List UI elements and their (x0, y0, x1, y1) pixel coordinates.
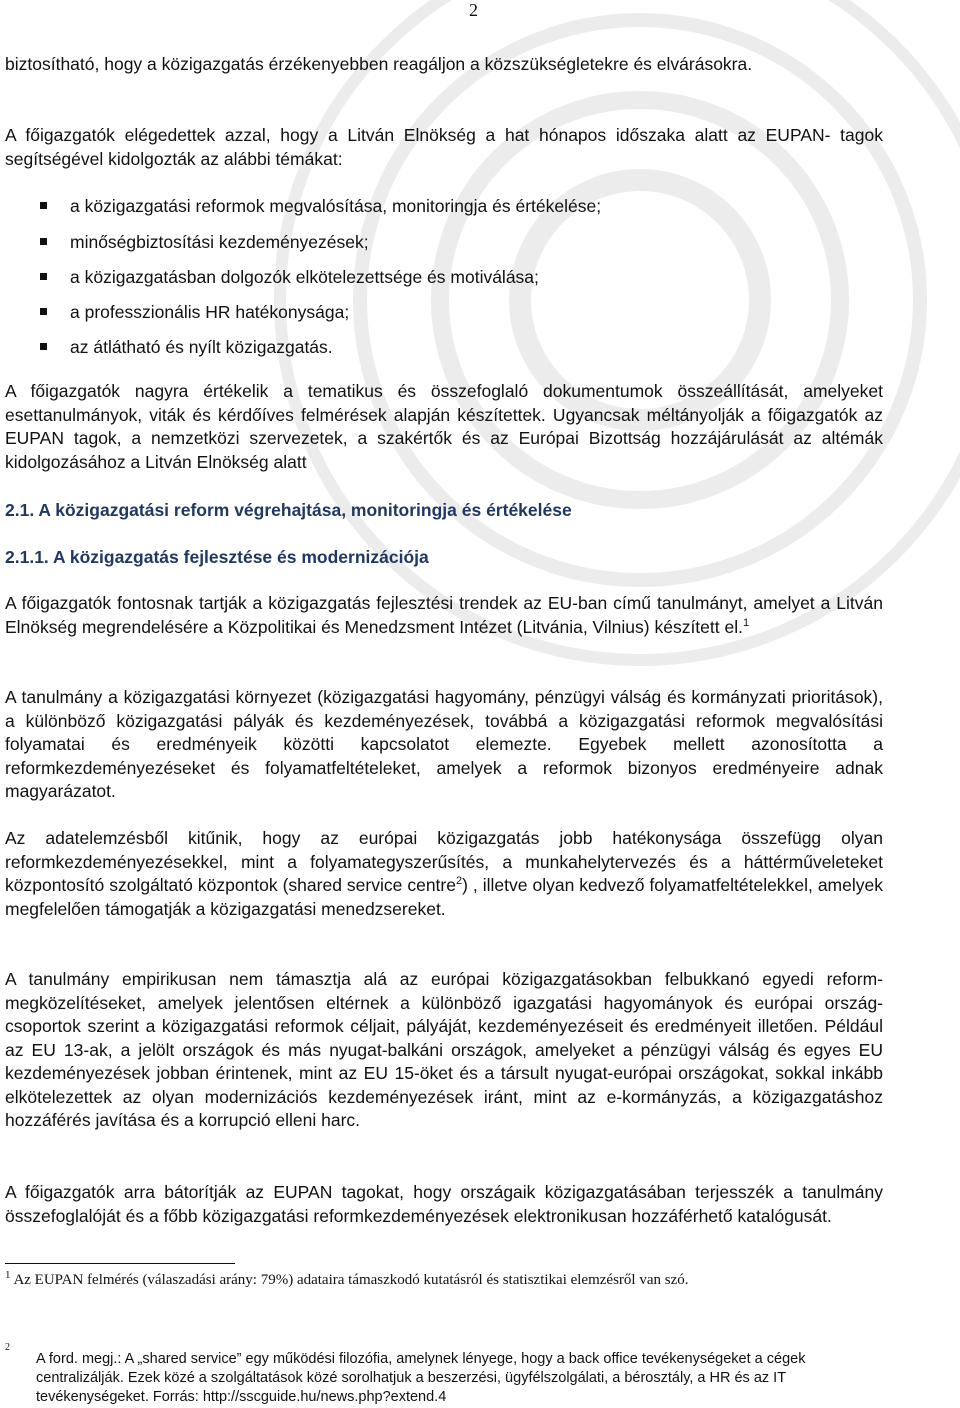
paragraph-empirical-findings: A tanulmány empirikusan nem támasztja alá az európai közigazgatásokban felbukkanó egyedi reform-megközelítéseket, amelyek jelentősen eltérnek a különböző igazgatási hagyományok és európai ország-csoportok szerint a közigazgatási reformok céljait, pályáját, kezdeményezéseit és eredményeit illetően. Például az EU 13-ak, a jelölt országok és más nyugat-balkáni országok, amelyeket a pénzügyi válság és egyes EU kezdeményezések jobban érintenek, mint az EU 15-öket és a társult nyugat-európai országokat, sokkal inkább elkötelezettek az olyan modernizációs kezdeményezések iránt, mint az e-kormányzás, a közigazgatáshoz hozzáférés javítása és a korrupció elleni harc. (5, 969, 883, 1130)
bullet-square-icon (40, 273, 47, 280)
bullet-square-icon (40, 308, 47, 315)
page-number: 2 (469, 0, 478, 20)
footnote-reference: 2 (455, 875, 463, 888)
paragraph-thematic-documents: A főigazgatók nagyra értékelik a tematikus és összefoglaló dokumentumok összeállítását, amelyeket esettanulmányok, viták és kérdőíves felmérések alapján készítettek. Ugyancsak méltányolják a főigazgatók az EUPAN tagok, a nemzetközi szervezetek, a szakértők és az Európai Bizottság hozzájárulását az altémák kidolgozásához a Litván Elnökség alatt (5, 381, 883, 472)
paragraph-study-analysis: A tanulmány a közigazgatási környezet (közigazgatási hagyomány, pénzügyi válság és kormányzati prioritások), a különböző közigazgatási pályák és kezdeményezések, továbbá a közigazgatási reformok megvalósítási folyamatai és eredményeik közötti kapcsolatot elemezte. Egyebek mellett azonosította a reformkezdeményezéseket és folyamatfeltételeket, amelyek a reformok bizonyos eredményeire adnak magyarázatot. (5, 687, 883, 801)
paragraph-encouragement: A főigazgatók arra bátorítják az EUPAN tagokat, hogy országaik közigazgatásában terjesszék a tanulmány összefoglalóját és a főbb közigazgatási reformkezdeményezések elektronikusan hozzáférhető katalógusát. (5, 1182, 883, 1226)
footnote-2-mark: 2 (5, 1342, 10, 1353)
intro-paragraph: biztosítható, hogy a közigazgatás érzékenyebben reagáljon a közszükségletekre és elvárásokra. (5, 54, 753, 74)
section-heading-2-1-1: 2.1.1. A közigazgatás fejlesztése és modernizációja (5, 547, 429, 567)
section-heading-2-1: 2.1. A közigazgatási reform végrehajtása, monitoringja és értékelése (5, 500, 572, 520)
bullet-square-icon (40, 343, 47, 350)
paragraph-data-analysis: Az adatelemzésből kitűnik, hogy az európai közigazgatás jobb hatékonysága összefügg olyan reformkezdeményezésekkel, mint a folyamategyszerűsítés, a munkahelytervezés és a háttérműveleteket központosító szolgáltató központok (shared service centre$^2$) , illetve olyan kedvező folyamatfeltételekkel, amelyek megfelelően támogatják a közigazgatási menedzsereket. (5, 828, 883, 919)
footnote-2: A ford. megj.: A „shared service” egy működési filozófia, amelynek lényege, hogy a back office tevékenységeket a cégek centralizálják. Ezek közé a szolgáltatások közé sorolhatjuk a beszerzési, ügyfélszolgálati, a bérosztály, a HR és az IT tevékenységeket. Forrás: http://sscguide.hu/news.php?extend.4 (36, 1351, 806, 1405)
bullet-square-icon (40, 202, 47, 209)
footnote-separator (5, 1263, 235, 1264)
footnote-reference: 1 (742, 616, 750, 629)
paragraph-presidency-topics: A főigazgatók elégedettek azzal, hogy a Litván Elnökség a hat hónapos időszaka alatt az EUPAN- tagok segítségével kidolgozták az alábbi témákat: (5, 125, 883, 169)
footnote-mark: 1 (5, 1269, 11, 1281)
footnote-1: $^1$ Az EUPAN felmérés (válaszadási arány: 79%) adataira támaszkodó kutatásról és statisztikai elemzésről van szó. (5, 1269, 689, 1288)
paragraph-development-trends: A főigazgatók fontosnak tartják a közigazgatás fejlesztési trendek az EU-ban című tanulmányt, amelyet a Litván Elnökség megrendelésére a Közpolitikai és Menedzsment Intézet (Litvánia, Vilnius) készített el.$^1$ (5, 593, 883, 637)
bullet-square-icon (40, 238, 47, 245)
